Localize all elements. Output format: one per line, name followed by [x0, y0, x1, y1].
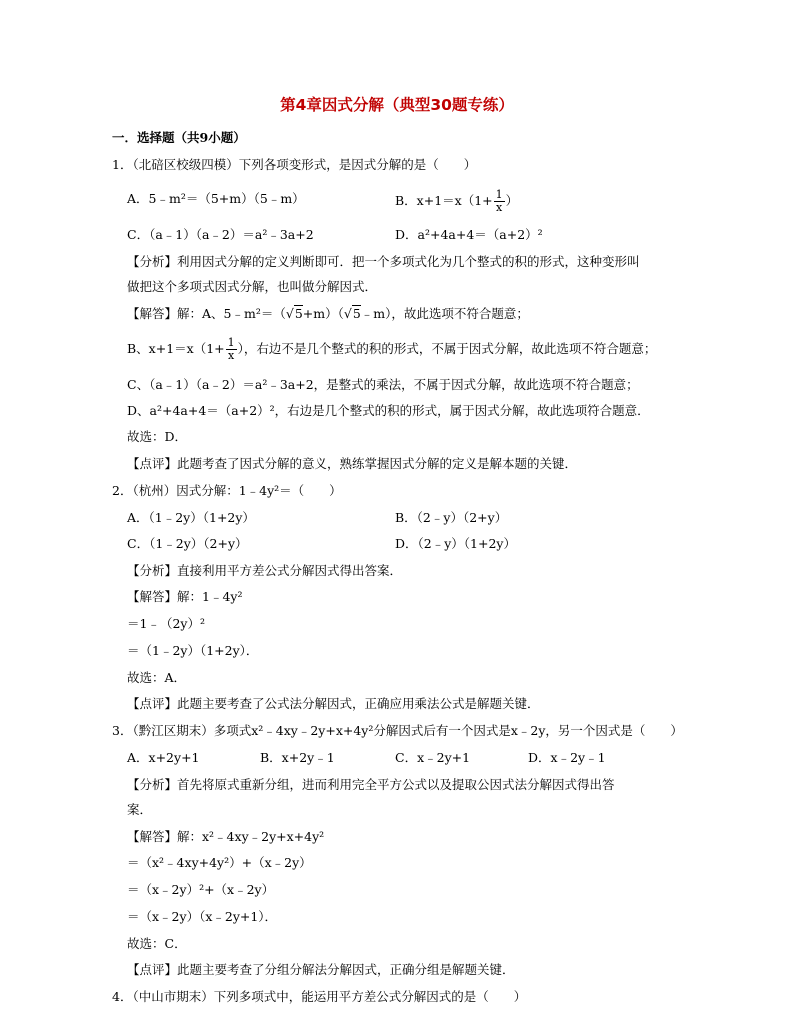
question-1-solution-d: D、a²+4a+4＝（a+2）²，右边是几个整式的积的形式，属于因式分解，故此选项符合题意．: [127, 403, 650, 418]
question-1-stem: 1．（北碚区校级四模）下列各项变形式，是因式分解的是（ ）: [112, 157, 477, 172]
section-heading: 一．选择题（共9小题）: [112, 130, 246, 145]
question-1-solution-a: 【解答】解：A、5﹣m²＝（√5+m）（√5﹣m），故此选项不符合题意；: [127, 306, 529, 321]
question-3-option-b: B．x+2y﹣1: [260, 750, 335, 765]
question-2-solution-2: ＝1﹣（2y）²: [127, 616, 205, 631]
question-2-option-c: C．（1﹣2y）（2+y）: [127, 536, 248, 551]
question-2-analysis: 【分析】直接利用平方差公式分解因式得出答案．: [127, 563, 403, 578]
question-2-comment: 【点评】此题主要考查了公式法分解因式，正确应用乘法公式是解题关键．: [127, 696, 540, 711]
question-2-solution-3: ＝（1﹣2y）（1+2y）．: [127, 643, 259, 658]
question-3-analysis-cont: 案．: [127, 802, 153, 817]
fraction: $\frac{1}{x}$: [227, 336, 235, 362]
question-3-solution-3: ＝（x﹣2y）²+（x﹣2y）: [127, 882, 275, 897]
question-1-option-b: B．x+1＝x（1+ $\frac{1}{x}$ ）: [395, 188, 519, 214]
question-3-option-a: A．x+2y+1: [127, 750, 200, 765]
question-2-option-b: B．（2﹣y）（2+y）: [395, 510, 508, 525]
question-1-solution-b: B、x+1＝x（1+ $\frac{1}{x}$ ），右边不是几个整式的积的形式，不属于因式分解，故此选项不符合题意；: [127, 336, 657, 362]
question-2-solution-1: 【解答】解：1﹣4y²: [127, 589, 243, 604]
question-1-choice: 故选：D．: [127, 429, 188, 444]
question-2-stem: 2．（杭州）因式分解：1﹣4y²＝（ ）: [112, 483, 342, 498]
question-3-solution-1: 【解答】解：x²﹣4xy﹣2y+x+4y²: [127, 829, 325, 844]
question-1-option-d: D．a²+4a+4＝（a+2）²: [395, 227, 543, 242]
question-2-option-a: A．（1﹣2y）（1+2y）: [127, 510, 255, 525]
question-1-option-a: A．5﹣m²＝（5+m）（5﹣m）: [127, 191, 305, 206]
question-3-comment: 【点评】此题主要考查了分组分解法分解因式，正确分组是解题关键．: [127, 962, 515, 977]
question-2-choice: 故选：A．: [127, 670, 187, 685]
question-1-analysis-cont: 做把这个多项式因式分解，也叫做分解因式．: [127, 279, 378, 294]
question-3-choice: 故选：C．: [127, 936, 187, 951]
fraction: $\frac{1}{x}$: [495, 188, 503, 214]
question-3-option-d: D．x﹣2y﹣1: [528, 750, 606, 765]
question-4-stem: 4．（中山市期末）下列多项式中，能运用平方差公式分解因式的是（ ）: [112, 989, 527, 1004]
question-1-comment: 【点评】此题考查了因式分解的意义，熟练掌握因式分解的定义是解本题的关键．: [127, 456, 578, 471]
question-3-stem: 3．（黔江区期末）多项式x²﹣4xy﹣2y+x+4y²分解因式后有一个因式是x﹣2y，另一个因式是（ ）: [112, 723, 683, 738]
question-1-option-c: C．（a﹣1）（a﹣2）＝a²﹣3a+2: [127, 227, 314, 242]
question-1-analysis: 【分析】利用因式分解的定义判断即可．把一个多项式化为几个整式的积的形式，这种变形叫: [127, 254, 640, 269]
question-3-option-c: C．x﹣2y+1: [395, 750, 471, 765]
question-3-solution-4: ＝（x﹣2y）（x﹣2y+1）．: [127, 909, 278, 924]
question-3-solution-2: ＝（x²﹣4xy+4y²）+（x﹣2y）: [127, 855, 312, 870]
question-3-analysis: 【分析】首先将原式重新分组，进而利用完全平方公式以及提取公因式法分解因式得出答: [127, 777, 615, 792]
question-2-option-d: D．（2﹣y）（1+2y）: [395, 536, 516, 551]
question-1-solution-c: C、（a﹣1）（a﹣2）＝a²﹣3a+2，是整式的乘法，不属于因式分解，故此选项不符合题意；: [127, 377, 639, 392]
page-title: 第4章因式分解（典型30题专练）: [280, 96, 514, 114]
